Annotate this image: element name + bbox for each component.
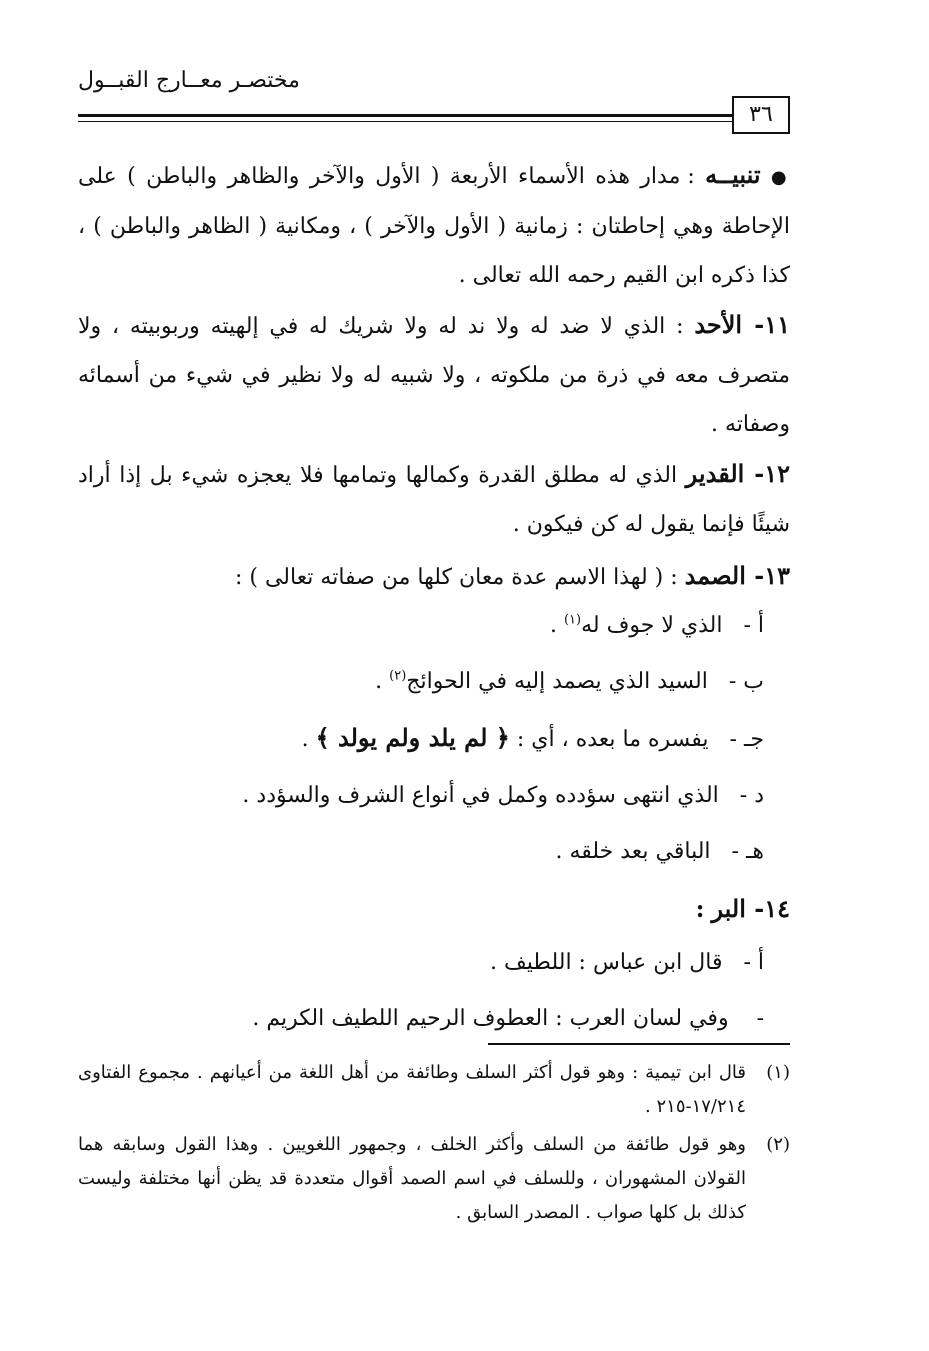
footnote-ref-1: (١) bbox=[563, 612, 582, 628]
item-14 bbox=[78, 884, 790, 935]
sub-end: . bbox=[375, 669, 390, 694]
sub-end: . bbox=[549, 613, 564, 638]
footnote-separator bbox=[488, 1043, 790, 1045]
footnote-2 bbox=[78, 1128, 790, 1230]
sub-text: الذي لا جوف له bbox=[581, 613, 723, 638]
item-11-text: : الذي لا ضد له ولا ند له ولا شريك له في إلهيته وربوبيته ، ولا متصرف معه في ذرة من ملكوته ، ولا شبيه له ولا نظير في شيء من أسمائه وصفاته . bbox=[78, 314, 790, 437]
item-14-label: ١٤- البر bbox=[711, 894, 790, 923]
footnote-number: (١) bbox=[766, 1062, 790, 1083]
footnote-text: قال ابن تيمية : وهو قول أكثر السلف وطائفة من أهل اللغة من أعيانهم . مجموع الفتاوى ١٧/٢١٤-٢١٥ . bbox=[78, 1062, 746, 1117]
sub-letter: هـ - bbox=[731, 839, 764, 864]
item-12-text: الذي له مطلق القدرة وكمالها وتمامها فلا يعجزه شيء بل إذا أراد شيئًا فإنما يقول له كن فيكون . bbox=[78, 463, 790, 537]
sub-text: السيد الذي يصمد إليه في الحوائج bbox=[406, 669, 708, 694]
bullet-icon: ● bbox=[770, 167, 790, 188]
header-rule-thin bbox=[78, 121, 732, 122]
sub-text: قال ابن عباس : اللطيف . bbox=[490, 950, 723, 975]
item-13-sub-a bbox=[78, 598, 790, 654]
page-number: ٣٦ bbox=[732, 96, 790, 134]
item-12-label: ١٢- القدير bbox=[685, 459, 790, 488]
note-text: : مدار هذه الأسماء الأربعة ( الأول والآخر والظاهر والباطن ) على الإحاطة وهي إحاطتان : زمانية ( الأول والآخر ) ، ومكانية ( الظاهر والباطن ) ، كذا ذكره ابن القيم رحمه الله تعالى . bbox=[78, 164, 790, 288]
item-13-sub-b bbox=[78, 654, 790, 710]
quran-quote: ﴿ لم يلد ولم يولد ﴾ bbox=[315, 723, 510, 752]
footnote-number: (٢) bbox=[766, 1134, 790, 1155]
note-paragraph bbox=[78, 150, 790, 300]
item-14-sub-a bbox=[78, 935, 790, 991]
footnote-text: وهو قول طائفة من السلف وأكثر الخلف ، وجمهور اللغويين . وهذا القول وسابقه هما القولان المشهوران ، وللسلف في اسم الصمد أقوال متعددة قد يظن أنها مختلفة وليست كذلك بل كلها صواب . المصدر السابق . bbox=[78, 1134, 746, 1223]
item-14-sub-b bbox=[78, 991, 790, 1047]
item-13-label: ١٣- الصمد bbox=[684, 561, 790, 590]
note-label: تنبيــه bbox=[705, 160, 761, 189]
item-13-sub-d bbox=[78, 768, 790, 824]
item-13 bbox=[78, 551, 790, 602]
footnote-ref-2: (٢) bbox=[389, 668, 407, 684]
footnotes bbox=[78, 1056, 790, 1234]
item-13-sub-c bbox=[78, 710, 790, 768]
sub-letter: - bbox=[756, 1006, 764, 1031]
main-text bbox=[78, 150, 790, 1047]
item-13-text: : ( لهذا الاسم عدة معان كلها من صفاته تعالى ) : bbox=[234, 565, 678, 590]
item-11-label: ١١- الأحد bbox=[694, 310, 790, 339]
item-13-sub-e bbox=[78, 824, 790, 880]
sub-letter: د - bbox=[739, 783, 764, 808]
item-12 bbox=[78, 449, 790, 549]
sub-letter: ب - bbox=[728, 669, 764, 694]
running-title: مختصـر معــارج القبــول bbox=[78, 68, 300, 93]
item-14-colon: : bbox=[695, 894, 705, 923]
sub-text: الباقي بعد خلقه . bbox=[555, 839, 711, 864]
sub-letter: أ - bbox=[743, 950, 764, 975]
sub-text: وفي لسان العرب : العطوف الرحيم اللطيف الكريم . bbox=[252, 1006, 729, 1031]
footnote-1 bbox=[78, 1056, 790, 1124]
sub-end: . bbox=[301, 727, 316, 752]
sub-letter: أ - bbox=[743, 613, 764, 638]
header-rule-thick bbox=[78, 114, 732, 117]
sub-text: يفسره ما بعده ، أي : bbox=[516, 727, 709, 752]
item-11 bbox=[78, 300, 790, 449]
sub-letter: جـ - bbox=[729, 727, 764, 752]
sub-text: الذي انتهى سؤدده وكمل في أنواع الشرف والسؤدد . bbox=[242, 783, 719, 808]
